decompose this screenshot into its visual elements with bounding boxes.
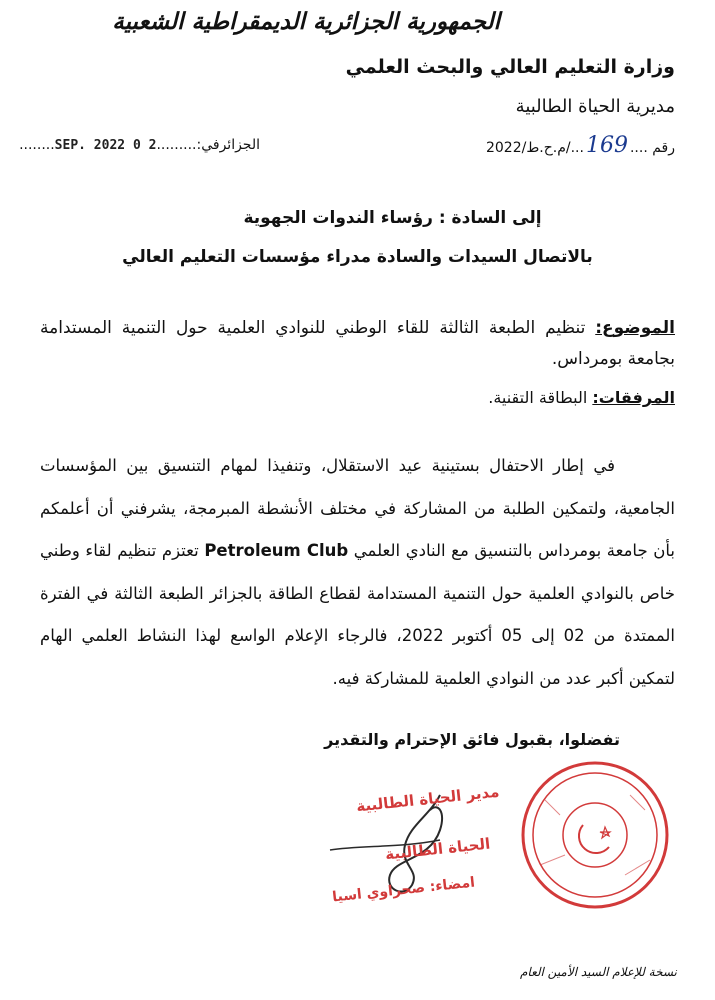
ministry-name: وزارة التعليم العالي والبحث العلمي: [345, 56, 675, 78]
body-paragraph: [40, 445, 675, 700]
date-line: [19, 137, 260, 153]
closing-line: تفضلوا، بقبول فائق الإحترام والتقدير: [324, 730, 620, 749]
official-seal: [505, 755, 685, 915]
reference-line: [486, 133, 675, 158]
reference-number: 169: [585, 133, 628, 158]
date-dots: ........: [19, 137, 55, 153]
attachments-line: [488, 388, 675, 407]
reference-suffix: .../م.ح.ط/2022: [485, 140, 584, 156]
signatory-name: امضاء: صحراوي اسيا: [331, 874, 476, 906]
footer-copy-note: نسخة للإعلام السيد الأمين العام: [520, 965, 677, 979]
signature-subtitle: الحياة الطالبية: [383, 834, 491, 864]
club-name: Petroleum Club: [204, 541, 349, 560]
addressee-line-1: إلى السادة : رؤساء الندوات الجهوية: [243, 208, 542, 228]
attachments-text: البطاقة التقنية.: [488, 388, 593, 407]
subject-paragraph: [40, 313, 675, 375]
seal-graphic: [505, 755, 685, 915]
signature-block: [290, 782, 520, 920]
subject-text: تنظيم الطبعة الثالثة للقاء الوطني للنوادي العلمية حول التنمية المستدامة بجامعة بومرداس.: [40, 318, 675, 369]
body-part-2: تعتزم تنظيم لقاء وطني خاص بالنوادي العلمية حول التنمية المستدامة لقطاع الطاقة بالجزائر الطبعة الثالثة في الفترة الممتدة من 02 إلى 05 أكتوبر 2022، فالرجاء الإعلام الواسع لهذا النشاط العلمي الهام لتمكين أكبر عدد من النوادي العلمية للمشاركة فيه.: [40, 541, 675, 688]
republic-title: الجمهورية الجزائرية الديمقراطية الشعبية: [112, 8, 500, 35]
addressee-line-2: بالاتصال السيدات والسادة مدراء مؤسسات التعليم العالي: [122, 247, 593, 267]
subject-label: الموضوع:: [595, 318, 675, 338]
directorate-name: مديرية الحياة الطالبية: [515, 96, 675, 117]
date-place: الجزائرفي:.........: [156, 137, 260, 153]
date-value: 2 0 SEP. 2022: [54, 138, 157, 153]
body-part-1: في إطار الاحتفال بستينية عيد الاستقلال، وتنفيذا لمهام التنسيق بين المؤسسات الجامعية، ولتمكين الطلبة من المشاركة في مختلف الأنشطة المبرمجة، يشرفني أن أعلمكم بأن جامعة بومرداس بالتنسيق مع النادي العلمي: [40, 456, 675, 560]
attachments-label: المرفقات:: [592, 388, 675, 407]
reference-label: رقم ....: [629, 140, 675, 156]
signature-title: مدير الحياة الطالبية: [355, 782, 501, 816]
